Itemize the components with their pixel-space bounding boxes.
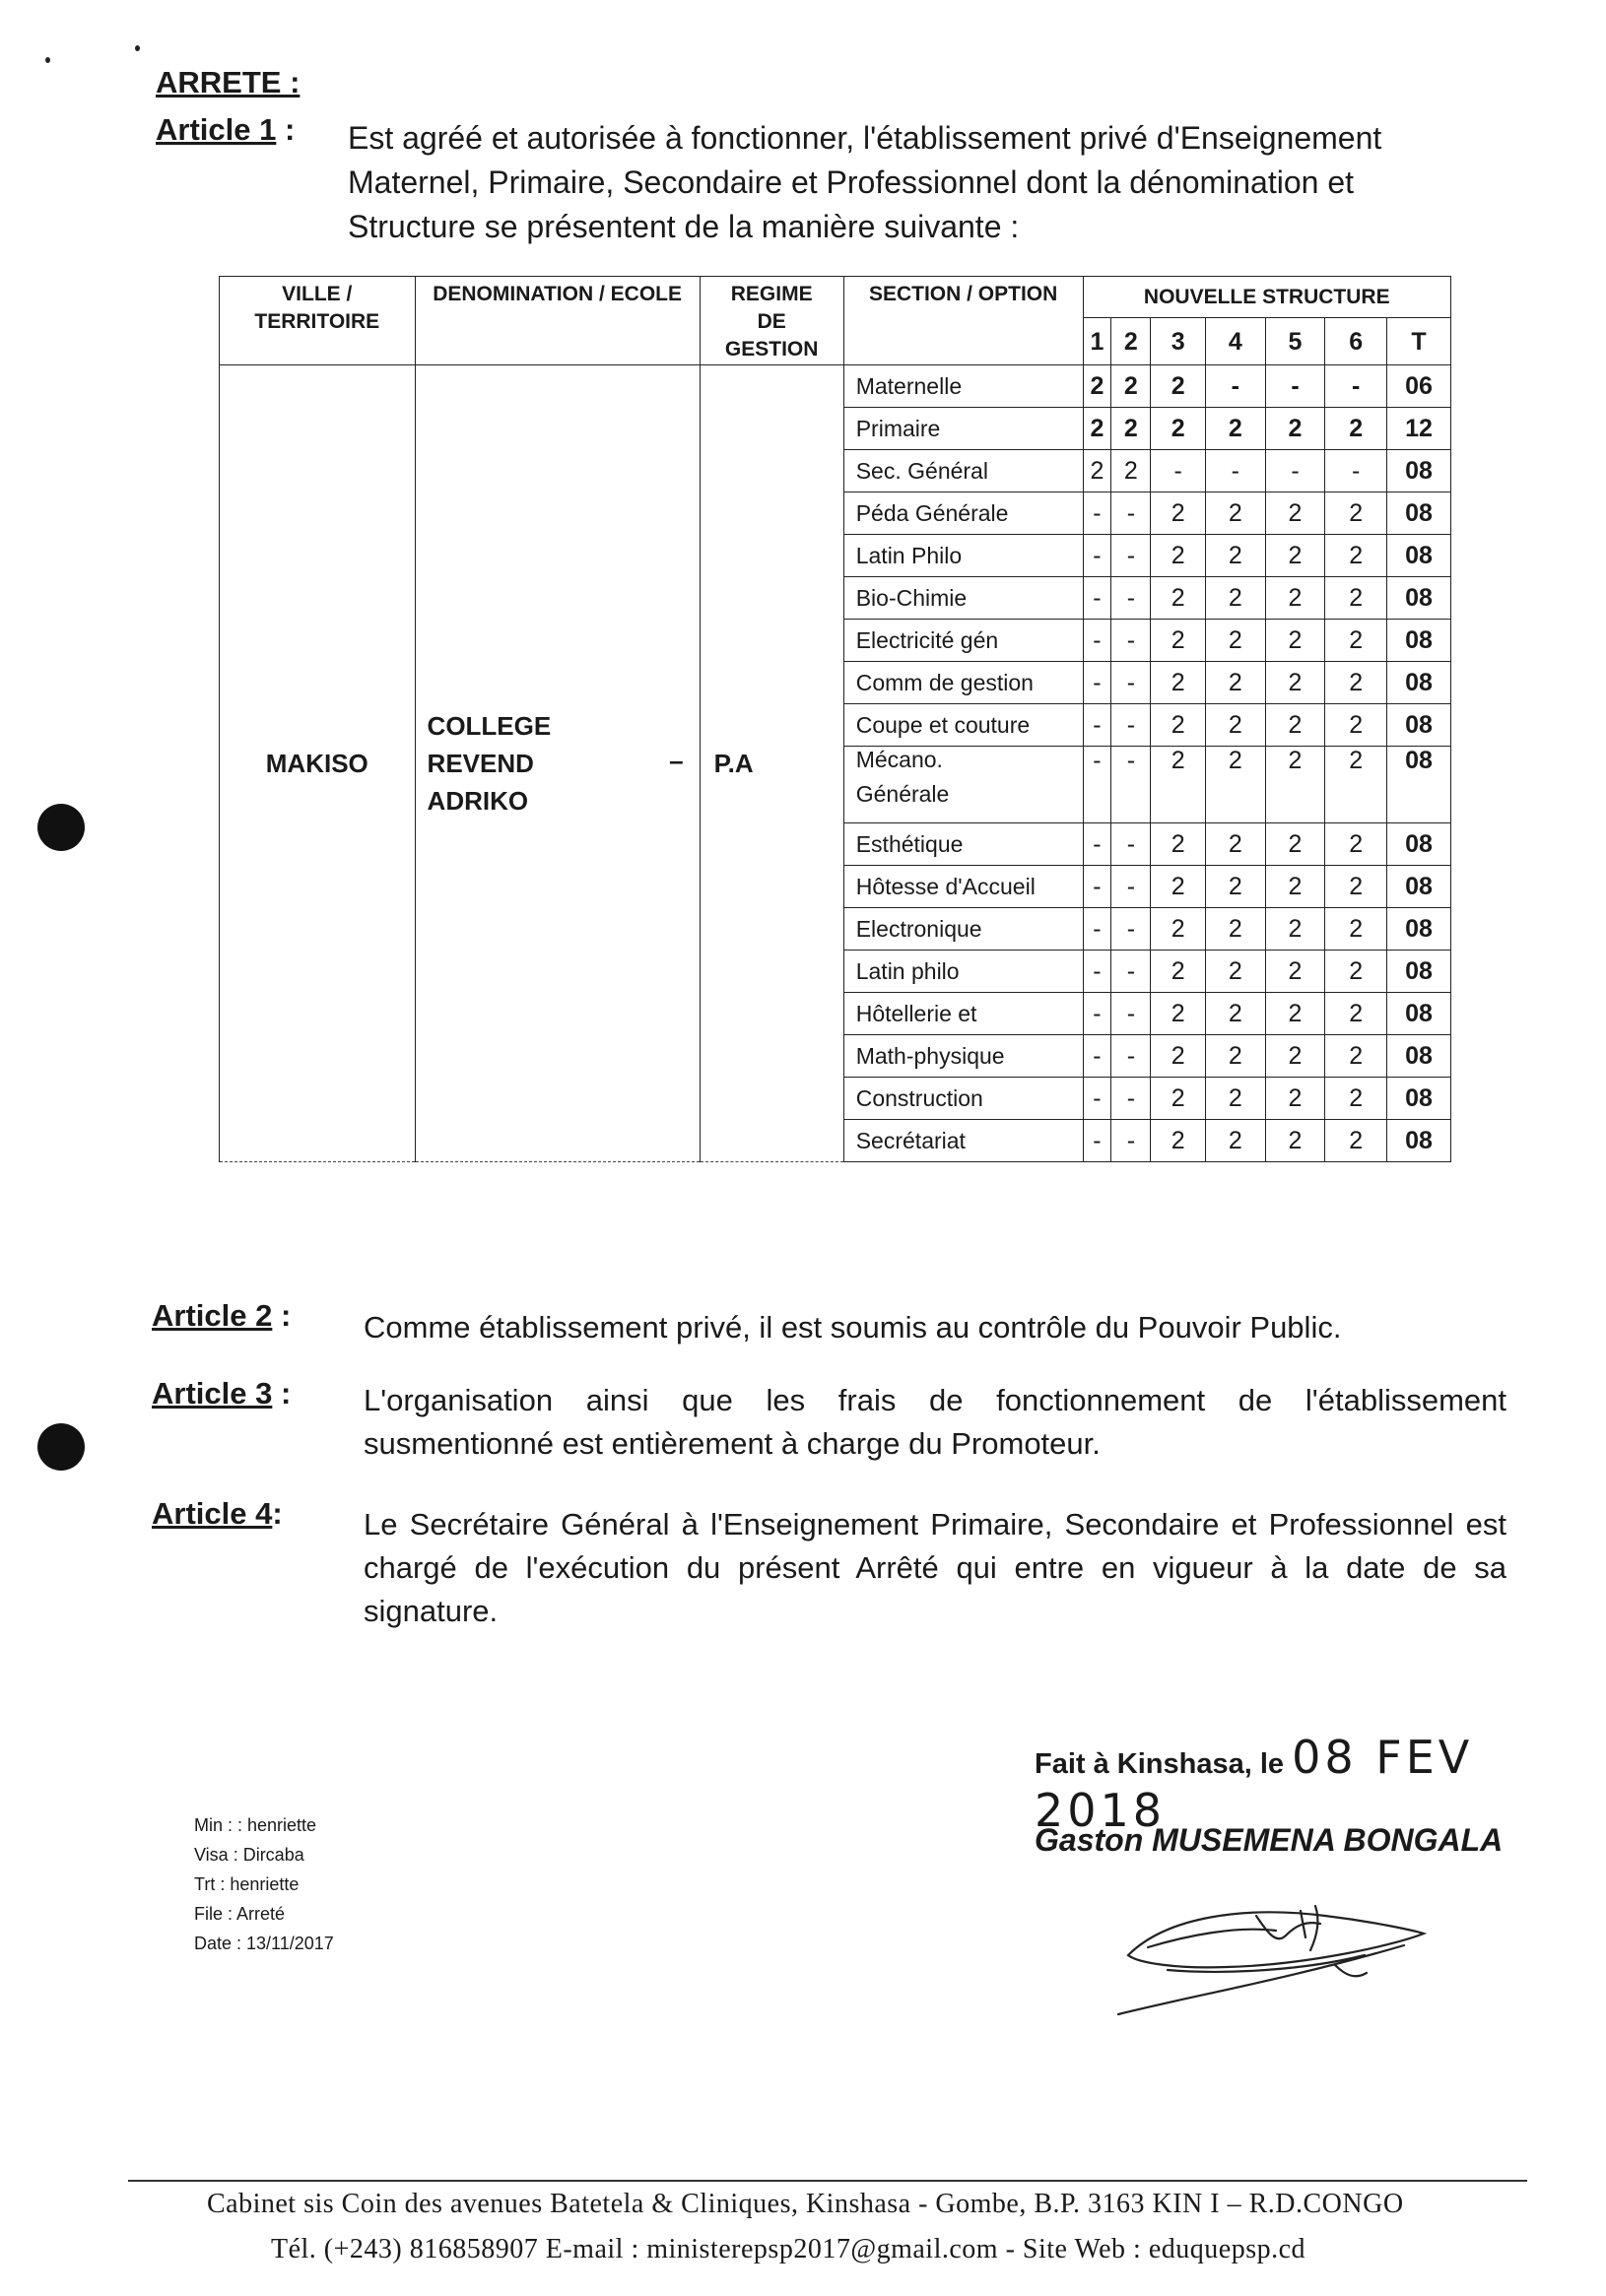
structure-value: - xyxy=(1111,535,1151,577)
structure-value: - xyxy=(1083,823,1111,866)
scan-speck xyxy=(135,45,140,51)
section-cell xyxy=(843,620,1083,662)
structure-value: 2 xyxy=(1205,535,1265,577)
decree-heading: ARRETE : xyxy=(156,65,301,99)
structure-value: - xyxy=(1083,662,1111,704)
structure-value: - xyxy=(1083,993,1111,1035)
header-col-4: 4 xyxy=(1205,318,1265,365)
structure-value: 2 xyxy=(1325,1078,1387,1120)
structure-value: 2 xyxy=(1325,908,1387,951)
structure-value: 2 xyxy=(1151,1120,1206,1162)
structure-value: 2 xyxy=(1325,993,1387,1035)
ville-cell: MAKISO xyxy=(220,365,416,1162)
structure-value: 08 xyxy=(1387,577,1451,620)
note-line: Min : : henriette xyxy=(194,1815,317,1835)
structure-value: - xyxy=(1111,704,1151,747)
section-label-cont: Générale xyxy=(855,781,950,807)
structure-value: 2 xyxy=(1151,492,1206,535)
structure-value: 2 xyxy=(1265,492,1325,535)
structure-value: - xyxy=(1083,620,1111,662)
structure-value: 2 xyxy=(1151,662,1206,704)
structure-value: 2 xyxy=(1265,951,1325,993)
structure-value: 2 xyxy=(1151,1078,1206,1120)
structure-value: - xyxy=(1205,365,1265,408)
note-line: Trt : henriette xyxy=(194,1874,300,1894)
structure-value: 2 xyxy=(1325,492,1387,535)
section-label: Mécano. xyxy=(855,747,943,772)
structure-value: 2 xyxy=(1151,408,1206,450)
structure-value: - xyxy=(1265,450,1325,492)
structure-value: 2 xyxy=(1325,408,1387,450)
structure-value: - xyxy=(1083,866,1111,908)
article-2-label: Article 2 : xyxy=(152,1298,292,1333)
section-label: Hôtesse d'Accueil xyxy=(855,873,1036,899)
structure-value: 2 xyxy=(1083,450,1111,492)
structure-value: 2 xyxy=(1325,866,1387,908)
school-cell xyxy=(415,365,700,1162)
structure-value: 2 xyxy=(1265,993,1325,1035)
structure-value: 2 xyxy=(1151,823,1206,866)
structure-value: 2 xyxy=(1151,620,1206,662)
structure-value: 2 xyxy=(1151,866,1206,908)
structure-value: 2 xyxy=(1265,1120,1325,1162)
structure-value: 2 xyxy=(1265,620,1325,662)
section-label: Péda Générale xyxy=(855,499,1009,526)
footer-address: Cabinet sis Coin des avenues Batetela & Cliniques, Kinshasa - Gombe, B.P. 3163 KIN I – R.D.CONGO xyxy=(207,2189,1404,2219)
structure-value: 08 xyxy=(1387,704,1451,747)
article-1-label: Article 1 : xyxy=(156,112,296,147)
structure-value: 2 xyxy=(1205,823,1265,866)
section-label: Secrétariat xyxy=(855,1127,966,1153)
stamped-date: 08 FEV 2018 xyxy=(1035,1731,1474,1837)
section-cell xyxy=(843,535,1083,577)
section-cell xyxy=(843,408,1083,450)
structure-value: 2 xyxy=(1151,577,1206,620)
structure-value: 12 xyxy=(1387,408,1451,450)
section-cell xyxy=(843,823,1083,866)
section-cell xyxy=(843,747,1083,823)
section-label: Esthétique xyxy=(855,830,964,857)
structure-value: 08 xyxy=(1387,866,1451,908)
structure-value: 2 xyxy=(1265,1035,1325,1078)
structure-value: - xyxy=(1111,993,1151,1035)
structure-value: 2 xyxy=(1325,747,1387,823)
structure-value: 2 xyxy=(1205,704,1265,747)
structure-value: 2 xyxy=(1151,908,1206,951)
structure-value: 2 xyxy=(1325,1120,1387,1162)
structure-value: 08 xyxy=(1387,823,1451,866)
punch-hole-dot xyxy=(37,804,85,851)
structure-value: - xyxy=(1083,1078,1111,1120)
section-label: Comm de gestion xyxy=(855,669,1034,695)
structure-value: - xyxy=(1111,1078,1151,1120)
header-section: SECTION / OPTION xyxy=(843,277,1083,365)
structure-value: 08 xyxy=(1387,662,1451,704)
structure-value: - xyxy=(1083,704,1111,747)
structure-value: 2 xyxy=(1083,408,1111,450)
structure-value: 2 xyxy=(1151,704,1206,747)
structure-value: 2 xyxy=(1265,535,1325,577)
section-label: Construction xyxy=(855,1084,983,1111)
structure-value: 2 xyxy=(1265,908,1325,951)
structure-value: - xyxy=(1111,620,1151,662)
structure-value: 2 xyxy=(1205,747,1265,823)
structure-value: 2 xyxy=(1205,993,1265,1035)
school-dash: – xyxy=(669,746,684,775)
school-name-line: REVEND xyxy=(427,749,534,778)
structure-value: 2 xyxy=(1265,823,1325,866)
structure-value: - xyxy=(1111,1035,1151,1078)
section-label: Hôtellerie et xyxy=(855,1000,977,1026)
structure-value: 2 xyxy=(1151,365,1206,408)
school-name-line: COLLEGE xyxy=(427,711,552,741)
section-cell xyxy=(843,365,1083,408)
structure-value: - xyxy=(1111,866,1151,908)
article-3-text: L'organisation ainsi que les frais de fonctionnement de l'établissement susmentionné est entièrement à charge du Promoteur. xyxy=(364,1383,1506,1461)
structure-value: 2 xyxy=(1265,747,1325,823)
section-cell xyxy=(843,1035,1083,1078)
section-cell xyxy=(843,993,1083,1035)
structure-value: - xyxy=(1083,492,1111,535)
structure-value: - xyxy=(1111,492,1151,535)
structure-value: - xyxy=(1083,1120,1111,1162)
section-cell xyxy=(843,704,1083,747)
signature-place-date: Fait à Kinshasa, le 08 FEV 2018 xyxy=(1035,1731,1474,1837)
structure-value: 2 xyxy=(1205,577,1265,620)
structure-value: - xyxy=(1111,577,1151,620)
structure-value: 2 xyxy=(1325,577,1387,620)
section-cell xyxy=(843,951,1083,993)
section-cell xyxy=(843,1120,1083,1162)
section-label: Math-physique xyxy=(855,1042,1005,1069)
section-label: Sec. Général xyxy=(855,457,988,484)
header-nouvelle-structure: NOUVELLE STRUCTURE xyxy=(1083,277,1450,318)
footer-contact: Tél. (+243) 816858907 E-mail : ministerepsp2017@gmail.com - Site Web : eduquepsp.cd xyxy=(271,2234,1306,2264)
structure-value: 08 xyxy=(1387,1120,1451,1162)
structure-value: 2 xyxy=(1265,866,1325,908)
section-label: Electricité gén xyxy=(855,626,999,653)
header-col-7: T xyxy=(1387,318,1451,365)
structure-value: 2 xyxy=(1325,1035,1387,1078)
structure-value: 08 xyxy=(1387,951,1451,993)
structure-value: 08 xyxy=(1387,908,1451,951)
section-cell xyxy=(843,662,1083,704)
article-1-text: Est agréé et autorisée à fonctionner, l'établissement privé d'Enseignement Maternel, Primaire, Secondaire et Professionnel dont la dénomination et Structure se présentent de la manière suivante : xyxy=(348,120,1382,244)
structure-value: - xyxy=(1151,450,1206,492)
article-4-text: Le Secrétaire Général à l'Enseignement Primaire, Secondaire et Professionnel est chargé de l'exécution du présent Arrêté qui entre en vigueur à la date de sa signature. xyxy=(364,1507,1506,1628)
structure-value: 2 xyxy=(1265,408,1325,450)
structure-value: 2 xyxy=(1205,408,1265,450)
regime-cell: P.A xyxy=(700,365,843,1162)
structure-value: 2 xyxy=(1205,1035,1265,1078)
structure-value: 2 xyxy=(1265,662,1325,704)
structure-value: 2 xyxy=(1205,951,1265,993)
section-label: Bio-Chimie xyxy=(855,584,968,611)
structure-value: 08 xyxy=(1387,620,1451,662)
structure-value: 2 xyxy=(1151,993,1206,1035)
structure-value: 2 xyxy=(1205,866,1265,908)
punch-hole-dot xyxy=(37,1423,85,1471)
routing-notes xyxy=(194,1810,334,1958)
structure-value: - xyxy=(1205,450,1265,492)
structure-value: 2 xyxy=(1325,823,1387,866)
section-cell xyxy=(843,1078,1083,1120)
structure-value: - xyxy=(1325,450,1387,492)
structure-value: 08 xyxy=(1387,535,1451,577)
structure-value: 2 xyxy=(1325,662,1387,704)
footer-divider xyxy=(128,2180,1527,2182)
header-col-1: 1 xyxy=(1083,318,1111,365)
section-cell xyxy=(843,492,1083,535)
structure-value: - xyxy=(1083,951,1111,993)
structure-value: - xyxy=(1325,365,1387,408)
structure-value: - xyxy=(1083,747,1111,823)
structure-value: 2 xyxy=(1151,951,1206,993)
structure-value: - xyxy=(1265,365,1325,408)
structure-value: 2 xyxy=(1111,450,1151,492)
structure-value: 2 xyxy=(1083,365,1111,408)
structure-value: 2 xyxy=(1111,408,1151,450)
note-line: Date : 13/11/2017 xyxy=(194,1934,334,1953)
article-4-label: Article 4: xyxy=(152,1496,283,1531)
school-name-line: ADRIKO xyxy=(427,786,529,816)
header-col-5: 5 xyxy=(1265,318,1325,365)
structure-value: - xyxy=(1111,747,1151,823)
structure-value: 08 xyxy=(1387,993,1451,1035)
article-3-label: Article 3 : xyxy=(152,1376,292,1410)
section-label: Latin philo xyxy=(855,957,960,984)
structure-value: 08 xyxy=(1387,1035,1451,1078)
structure-value: 08 xyxy=(1387,1078,1451,1120)
structure-value: 06 xyxy=(1387,365,1451,408)
section-label: Latin Philo xyxy=(855,542,963,568)
header-col-2: 2 xyxy=(1111,318,1151,365)
scan-speck xyxy=(45,57,50,63)
structure-value: 2 xyxy=(1325,535,1387,577)
structure-value: 2 xyxy=(1151,1035,1206,1078)
note-line: File : Arreté xyxy=(194,1904,286,1924)
structure-value: - xyxy=(1111,823,1151,866)
header-regime: REGIME DE GESTION xyxy=(700,277,843,365)
structure-value: 2 xyxy=(1205,662,1265,704)
section-label: Maternelle xyxy=(855,372,963,399)
section-label: Primaire xyxy=(855,415,941,441)
section-cell xyxy=(843,450,1083,492)
section-label: Coupe et couture xyxy=(855,711,1031,738)
header-ville: VILLE / TERRITOIRE xyxy=(220,277,416,365)
structure-value: 2 xyxy=(1111,365,1151,408)
structure-value: - xyxy=(1083,577,1111,620)
signer-name: Gaston MUSEMENA BONGALA xyxy=(1035,1822,1504,1858)
structure-value: - xyxy=(1111,908,1151,951)
structure-value: 2 xyxy=(1151,535,1206,577)
section-cell xyxy=(843,577,1083,620)
structure-value: 08 xyxy=(1387,450,1451,492)
structure-value: - xyxy=(1083,535,1111,577)
header-denomination: DENOMINATION / ECOLE xyxy=(415,277,700,365)
structure-value: 2 xyxy=(1325,951,1387,993)
structure-table xyxy=(219,276,1451,1162)
structure-value: - xyxy=(1083,908,1111,951)
structure-value: 2 xyxy=(1205,492,1265,535)
header-col-6: 6 xyxy=(1325,318,1387,365)
structure-value: 2 xyxy=(1205,1078,1265,1120)
section-cell xyxy=(843,908,1083,951)
structure-value: - xyxy=(1083,1035,1111,1078)
structure-value: 2 xyxy=(1205,1120,1265,1162)
section-cell xyxy=(843,866,1083,908)
structure-value: 08 xyxy=(1387,747,1451,823)
structure-value: 2 xyxy=(1151,747,1206,823)
table-row xyxy=(220,365,1451,408)
structure-value: - xyxy=(1111,951,1151,993)
structure-value: 2 xyxy=(1265,1078,1325,1120)
note-line: Visa : Dircaba xyxy=(194,1845,304,1865)
structure-value: 2 xyxy=(1325,620,1387,662)
structure-value: 08 xyxy=(1387,492,1451,535)
structure-value: - xyxy=(1111,1120,1151,1162)
handwritten-signature xyxy=(1108,1876,1434,2024)
structure-value: 2 xyxy=(1205,620,1265,662)
header-col-3: 3 xyxy=(1151,318,1206,365)
section-label: Electronique xyxy=(855,915,982,942)
article-2-text: Comme établissement privé, il est soumis au contrôle du Pouvoir Public. xyxy=(364,1310,1342,1345)
structure-value: 2 xyxy=(1265,577,1325,620)
structure-value: 2 xyxy=(1325,704,1387,747)
structure-value: - xyxy=(1111,662,1151,704)
structure-value: 2 xyxy=(1265,704,1325,747)
structure-value: 2 xyxy=(1205,908,1265,951)
